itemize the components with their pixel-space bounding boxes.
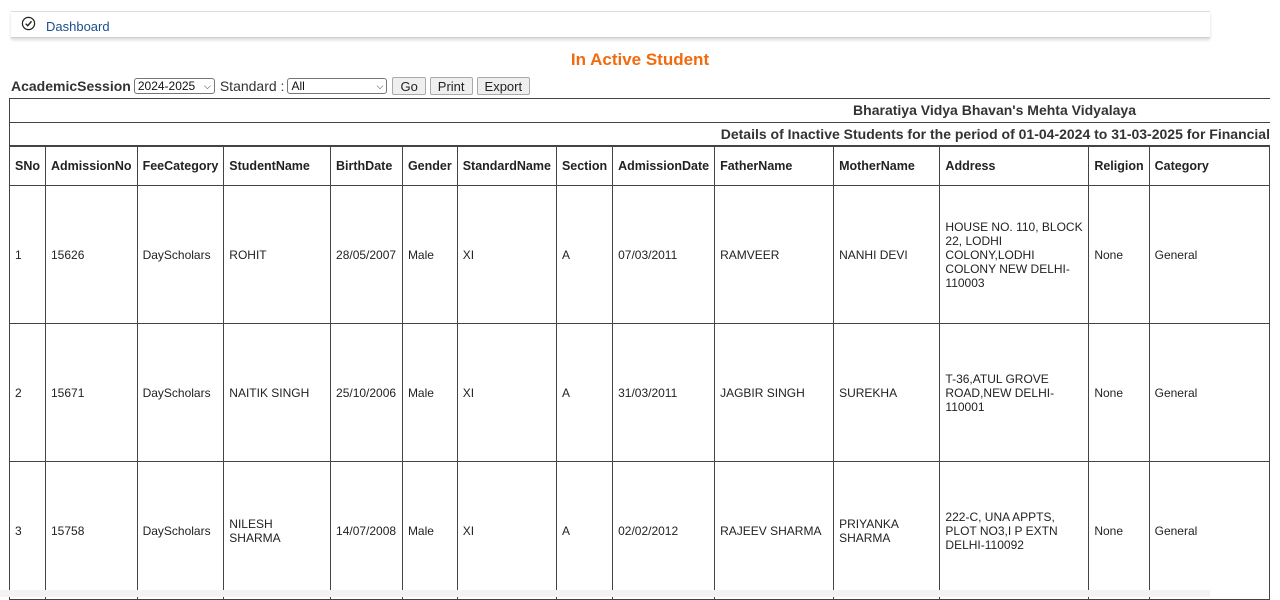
- dashboard-link[interactable]: Dashboard: [46, 19, 110, 34]
- cell-category: General: [1149, 324, 1269, 462]
- cell-section: A: [556, 462, 612, 600]
- cell-mother-name: NANHI DEVI: [834, 186, 940, 324]
- cell-religion: None: [1089, 186, 1149, 324]
- table-row: [10, 324, 1270, 462]
- cell-father-name: RAMVEER: [715, 186, 834, 324]
- column-header: Gender: [402, 147, 457, 186]
- cell-birth-date: 14/07/2008: [331, 462, 403, 600]
- cell-sno: 1: [10, 186, 46, 324]
- cell-section: A: [556, 324, 612, 462]
- cell-standard-name: XI: [457, 462, 556, 600]
- standard-select[interactable]: [287, 78, 387, 94]
- column-header: StandardName: [457, 147, 556, 186]
- top-bar: [11, 11, 1210, 38]
- column-header: StudentName: [224, 147, 331, 186]
- cell-standard-name: XI: [457, 186, 556, 324]
- standard-label: Standard :: [219, 78, 285, 94]
- column-header: AdmissionDate: [613, 147, 715, 186]
- cell-birth-date: 25/10/2006: [331, 324, 403, 462]
- filter-bar: [11, 76, 530, 96]
- column-header: FatherName: [715, 147, 834, 186]
- report-container: [9, 98, 1270, 600]
- cell-address: T-36,ATUL GROVE ROAD,NEW DELHI-110001: [940, 324, 1089, 462]
- cell-birth-date: 28/05/2007: [331, 186, 403, 324]
- cell-admission-date: 02/02/2012: [613, 462, 715, 600]
- cell-category: General: [1149, 186, 1269, 324]
- cell-admission-no: 15626: [46, 186, 138, 324]
- cell-mother-name: PRIYANKA SHARMA: [834, 462, 940, 600]
- column-header: Section: [556, 147, 612, 186]
- horizontal-scrollbar[interactable]: [0, 590, 1210, 597]
- cell-sno: 3: [10, 462, 46, 600]
- cell-father-name: JAGBIR SINGH: [715, 324, 834, 462]
- cell-address: 222-C, UNA APPTS, PLOT NO3,I P EXTN DELHI-110092: [940, 462, 1089, 600]
- standard-value: All: [291, 79, 305, 93]
- table-row: [10, 462, 1270, 600]
- cell-address: HOUSE NO. 110, BLOCK 22, LODHI COLONY,LODHI COLONY NEW DELHI-110003: [940, 186, 1089, 324]
- cell-standard-name: XI: [457, 324, 556, 462]
- column-header: Religion: [1089, 147, 1149, 186]
- cell-admission-no: 15671: [46, 324, 138, 462]
- table-header-row: [10, 147, 1270, 186]
- page-title: In Active Student: [570, 50, 710, 69]
- cell-gender: Male: [402, 324, 457, 462]
- column-header: Category: [1149, 147, 1269, 186]
- cell-section: A: [556, 186, 612, 324]
- cell-gender: Male: [402, 186, 457, 324]
- academic-session-select[interactable]: [134, 78, 215, 94]
- chevron-down-icon: ⌵: [376, 81, 384, 91]
- academic-session-value: 2024-2025: [137, 79, 196, 93]
- column-header: FeeCategory: [137, 147, 224, 186]
- cell-fee-category: DayScholars: [137, 324, 224, 462]
- cell-admission-date: 07/03/2011: [613, 186, 715, 324]
- go-button[interactable]: Go: [392, 77, 425, 95]
- print-button[interactable]: Print: [430, 77, 473, 95]
- cell-religion: None: [1089, 462, 1149, 600]
- cell-fee-category: DayScholars: [137, 186, 224, 324]
- cell-category: General: [1149, 462, 1269, 600]
- column-header: SNo: [10, 147, 46, 186]
- cell-fee-category: DayScholars: [137, 462, 224, 600]
- chevron-down-icon: ⌵: [204, 81, 211, 91]
- cell-student-name: ROHIT: [224, 186, 331, 324]
- column-header: MotherName: [834, 147, 940, 186]
- cell-father-name: RAJEEV SHARMA: [715, 462, 834, 600]
- column-header: Address: [940, 147, 1089, 186]
- cell-religion: None: [1089, 324, 1149, 462]
- students-table: [10, 146, 1270, 600]
- cell-admission-date: 31/03/2011: [613, 324, 715, 462]
- table-row: [10, 186, 1270, 324]
- academic-session-label: AcademicSession: [11, 78, 131, 94]
- school-name: Bharatiya Vidya Bhavan's Mehta Vidyalaya: [10, 99, 1270, 123]
- export-button[interactable]: Export: [477, 77, 531, 95]
- cell-mother-name: SUREKHA: [834, 324, 940, 462]
- cell-gender: Male: [402, 462, 457, 600]
- cell-admission-no: 15758: [46, 462, 138, 600]
- column-header: BirthDate: [331, 147, 403, 186]
- report-period: Details of Inactive Students for the period of 01-04-2024 to 31-03-2025 for Financial: [10, 123, 1270, 146]
- check-circle-icon: [21, 16, 36, 31]
- cell-sno: 2: [10, 324, 46, 462]
- column-header: AdmissionNo: [46, 147, 138, 186]
- cell-student-name: NILESH SHARMA: [224, 462, 331, 600]
- cell-student-name: NAITIK SINGH: [224, 324, 331, 462]
